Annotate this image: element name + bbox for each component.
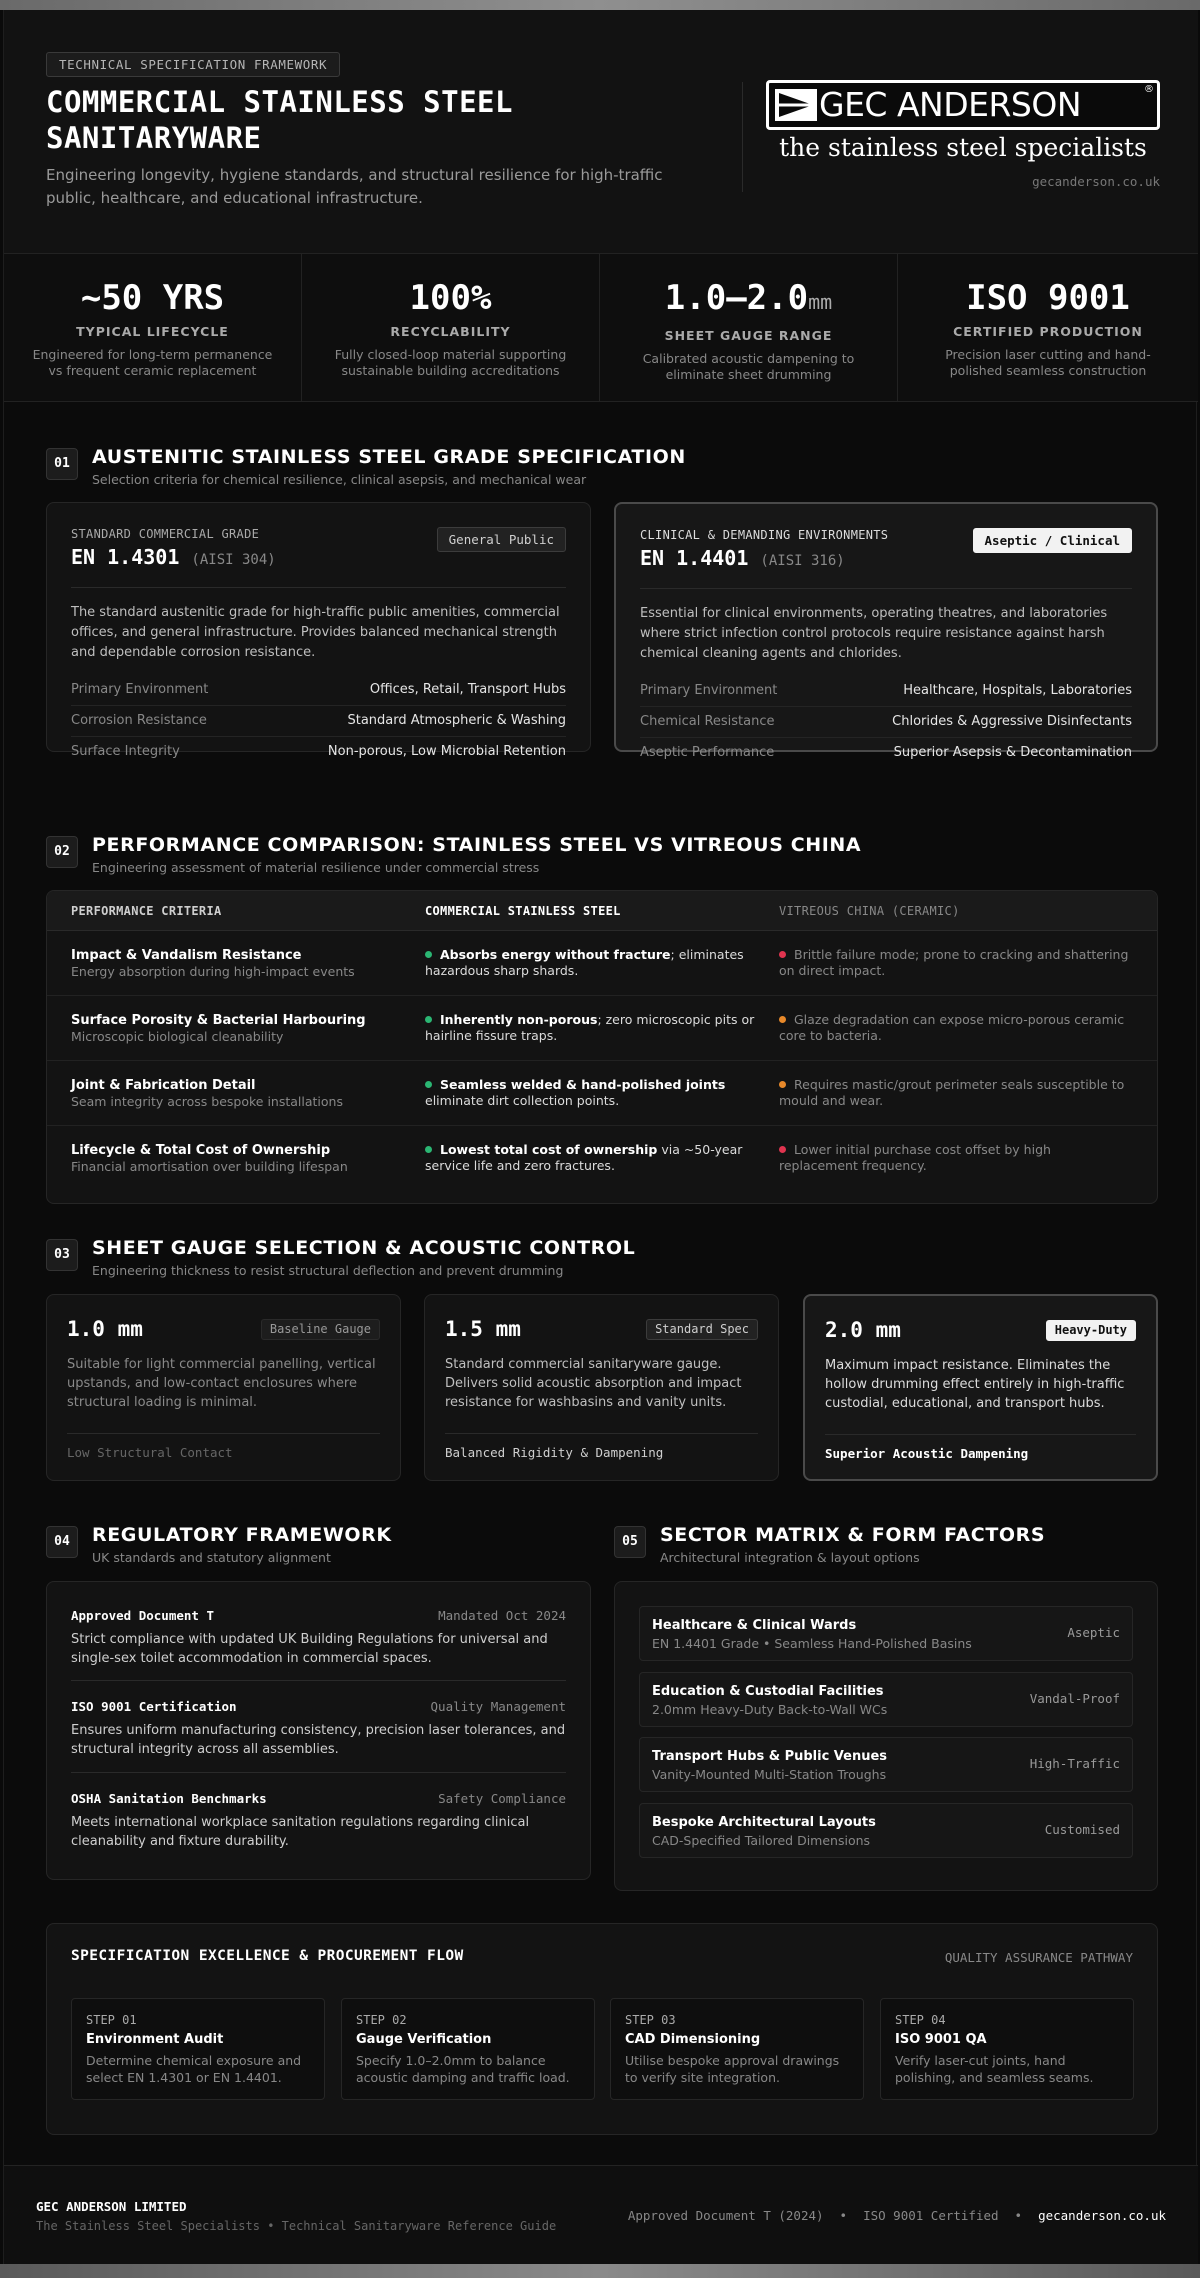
step-number: STEP 03 (625, 2013, 676, 2027)
steel-highlight: Seamless welded & hand-polished joints (440, 1077, 726, 1092)
spec-key: Chemical Resistance (640, 714, 775, 729)
steel-cell (425, 1012, 755, 1044)
reg-tag: Safety Compliance (438, 1791, 566, 1806)
card-divider (71, 587, 566, 588)
stat-value: ~50 YRS (80, 278, 225, 318)
criteria-sub: Energy absorption during high-impact events (71, 964, 355, 979)
china-cell (779, 1012, 1129, 1044)
gauge-divider (67, 1433, 380, 1434)
section-subtitle: Architectural integration & layout options (660, 1550, 920, 1565)
comparison-table (46, 890, 1158, 1204)
steel-cell (425, 947, 755, 979)
criteria-cell (71, 947, 401, 980)
stat-desc: Engineered for long-term permanence vs frequent ceramic replacement (32, 347, 273, 378)
gauge-card-1mm (46, 1294, 401, 1481)
stat-value: 1.0–2.0 (664, 278, 809, 318)
table-row (47, 996, 1157, 1061)
spec-row (71, 706, 566, 737)
grade-code (640, 546, 845, 570)
stat-desc: Fully closed-loop material supporting sustainable building accreditations (334, 347, 567, 378)
china-detail: Glaze degradation can expose micro-porous ceramic core to bacteria. (779, 1012, 1125, 1043)
reg-item-osha (71, 1791, 566, 1861)
status-dot-good (425, 1146, 432, 1153)
header-divider (742, 82, 743, 192)
grade-card-304 (46, 502, 591, 759)
sector-tag: High-Traffic (1029, 1756, 1120, 1771)
section-title: SHEET GAUGE SELECTION & ACOUSTIC CONTROL (92, 1237, 636, 1259)
gauge-desc: Standard commercial sanitaryware gauge. Delivers solid acoustic absorption and impact resistance for washbasins and vanity units. (445, 1357, 742, 1410)
sector-title: Transport Hubs & Public Venues (652, 1749, 888, 1764)
key-stats (4, 254, 1198, 402)
criteria-sub: Microscopic biological cleanability (71, 1029, 284, 1044)
spec-value: Offices, Retail, Transport Hubs (369, 682, 566, 697)
status-dot-warn (779, 1016, 786, 1023)
criteria-cell (71, 1142, 401, 1175)
reg-item-doc-t (71, 1608, 566, 1678)
stat-certification (898, 254, 1198, 402)
stat-value: ISO 9001 (966, 278, 1130, 318)
status-dot-good (425, 1081, 432, 1088)
stat-lifecycle (4, 254, 302, 402)
section-number: 02 (46, 836, 78, 868)
flow-tag: QUALITY ASSURANCE PATHWAY (944, 1950, 1133, 1965)
footer-site-link[interactable]: gecanderson.co.uk (1038, 2208, 1166, 2223)
step-title: CAD Dimensioning (625, 2032, 761, 2047)
page-title: COMMERCIAL STAINLESS STEEL SANITARYWARE (46, 85, 513, 155)
gauge-divider (825, 1434, 1136, 1435)
stat-label: SHEET GAUGE RANGE (664, 328, 833, 343)
table-row (47, 931, 1157, 996)
spec-key: Primary Environment (71, 682, 209, 697)
reg-title: ISO 9001 Certification (71, 1699, 237, 1714)
gauge-desc: Maximum impact resistance. Eliminates the hollow drumming effect entirely in high-traffic custodial, educational, and transport hubs. (825, 1358, 1125, 1411)
framework-tag: TECHNICAL SPECIFICATION FRAMEWORK (46, 52, 340, 77)
steel-detail: via ~50-year service life and zero fractures. (425, 1142, 743, 1173)
reg-divider (71, 1772, 566, 1773)
table-row (47, 1126, 1157, 1191)
table-row (47, 1061, 1157, 1126)
grade-aisi: (AISI 316) (760, 553, 845, 569)
gauge-divider (445, 1433, 758, 1434)
logo-wordmark: GEC ANDERSON (819, 85, 1082, 124)
step-title: ISO 9001 QA (895, 2032, 987, 2047)
footer-doc-t: Approved Document T (2024) (627, 2208, 824, 2223)
stat-desc: Calibrated acoustic dampening to eliminate sheet drumming (642, 351, 855, 382)
sector-sub: 2.0mm Heavy-Duty Back-to-Wall WCs (652, 1702, 888, 1717)
registered-mark: ® (1144, 84, 1154, 95)
grade-kicker: CLINICAL & DEMANDING ENVIRONMENTS (640, 528, 889, 542)
step-title: Environment Audit (86, 2032, 224, 2047)
criteria-title: Surface Porosity & Bacterial Harbouring (71, 1013, 366, 1028)
page-footer (4, 2165, 1198, 2264)
china-cell (779, 1077, 1129, 1109)
brand-logo (766, 80, 1160, 130)
stat-recyclability (302, 254, 600, 402)
section-number: 05 (614, 1526, 646, 1558)
footer-links (628, 2208, 1166, 2223)
grade-code (71, 545, 276, 569)
grade-desc: Essential for clinical environments, operating theatres, and laboratories where strict infection control protocols require resistance against harsh chemical cleaning agents and chlorides. (640, 606, 1108, 661)
china-detail: Requires mastic/grout perimeter seals susceptible to mould and wear. (779, 1077, 1125, 1108)
regulatory-card (46, 1581, 591, 1880)
sector-tag: Aseptic (1067, 1625, 1120, 1640)
sector-transport (639, 1737, 1133, 1792)
section-subtitle: Engineering thickness to resist structural deflection and prevent drumming (92, 1263, 564, 1278)
header-criteria: PERFORMANCE CRITERIA (71, 904, 222, 918)
steel-highlight: Inherently non-porous (440, 1012, 598, 1027)
reg-item-iso (71, 1699, 566, 1769)
bottom-accent-bar (0, 2264, 1200, 2278)
procurement-flow-card (46, 1923, 1158, 2135)
grade-en: EN 1.4401 (640, 546, 749, 570)
sector-bespoke (639, 1803, 1133, 1858)
spec-key: Corrosion Resistance (71, 713, 207, 728)
section-title: AUSTENITIC STAINLESS STEEL GRADE SPECIFICATION (92, 446, 686, 468)
status-dot-good (425, 1016, 432, 1023)
step-environment-audit (71, 1998, 325, 2100)
reg-desc: Meets international workplace sanitation regulations regarding clinical cleanability and fixture durability. (71, 1815, 530, 1849)
gauge-card-1-5mm (424, 1294, 779, 1481)
step-number: STEP 02 (356, 2013, 407, 2027)
step-desc: Determine chemical exposure and select EN 1.4301 or EN 1.4401. (86, 2053, 302, 2085)
spec-value: Healthcare, Hospitals, Laboratories (903, 683, 1132, 698)
steel-detail: eliminate dirt collection points. (425, 1093, 620, 1108)
section-number: 04 (46, 1526, 78, 1558)
brand-tagline: the stainless steel specialists (779, 133, 1147, 162)
footer-separator: • (839, 2208, 848, 2223)
section-subtitle: Selection criteria for chemical resilience, clinical asepsis, and mechanical wear (92, 472, 587, 487)
sector-healthcare (639, 1606, 1133, 1661)
step-desc: Specify 1.0–2.0mm to balance acoustic damping and traffic load. (356, 2053, 570, 2085)
sector-sub: EN 1.4401 Grade • Seamless Hand-Polished Basins (652, 1636, 972, 1651)
section-title: SECTOR MATRIX & FORM FACTORS (660, 1524, 1046, 1546)
gauge-desc: Suitable for light commercial panelling, vertical upstands, and low-contact enclosures where structural loading is minimal. (67, 1357, 376, 1410)
gauge-value: 1.5 mm (445, 1317, 521, 1341)
criteria-title: Joint & Fabrication Detail (71, 1078, 256, 1093)
footer-iso: ISO 9001 Certified (863, 2208, 999, 2223)
header-china: VITREOUS CHINA (CERAMIC) (779, 904, 960, 918)
gauge-value: 1.0 mm (67, 1317, 143, 1341)
grade-card-316 (614, 502, 1158, 760)
spec-row (640, 738, 1132, 769)
sector-tag: Customised (1044, 1822, 1120, 1837)
sector-matrix-card (614, 1581, 1158, 1891)
gauge-footer: Balanced Rigidity & Dampening (445, 1445, 664, 1460)
spec-row (71, 675, 566, 706)
spec-row (71, 737, 566, 768)
step-number: STEP 01 (86, 2013, 137, 2027)
section-subtitle: Engineering assessment of material resilience under commercial stress (92, 860, 540, 875)
spec-value: Chlorides & Aggressive Disinfectants (892, 714, 1132, 729)
china-detail: Brittle failure mode; prone to cracking and shattering on direct impact. (779, 947, 1129, 978)
section-subtitle: UK standards and statutory alignment (92, 1550, 331, 1565)
gauge-footer: Low Structural Contact (67, 1445, 233, 1460)
section-title: REGULATORY FRAMEWORK (92, 1524, 392, 1546)
reg-tag: Mandated Oct 2024 (438, 1608, 566, 1623)
china-detail: Lower initial purchase cost offset by high replacement frequency. (779, 1142, 1051, 1173)
step-title: Gauge Verification (356, 2032, 492, 2047)
stat-label: RECYCLABILITY (390, 324, 511, 339)
steel-cell (425, 1077, 755, 1109)
spec-value: Superior Asepsis & Decontamination (893, 745, 1132, 760)
sector-education (639, 1672, 1133, 1727)
criteria-cell (71, 1077, 401, 1110)
spec-row (640, 707, 1132, 738)
stat-value: 100% (409, 278, 492, 318)
criteria-sub: Financial amortisation over building lifespan (71, 1159, 348, 1174)
step-number: STEP 04 (895, 2013, 946, 2027)
reg-desc: Strict compliance with updated UK Building Regulations for universal and single-sex toilet accommodation in commercial spaces. (71, 1632, 548, 1666)
steel-highlight: Absorbs energy without fracture (440, 947, 671, 962)
reg-title: Approved Document T (71, 1608, 214, 1623)
sector-sub: CAD-Specified Tailored Dimensions (652, 1833, 871, 1848)
gauge-badge: Baseline Gauge (261, 1319, 380, 1340)
section-number: 01 (46, 448, 78, 480)
step-desc: Verify laser-cut joints, hand polishing, and seamless seams. (895, 2053, 1094, 2085)
header-site-link[interactable]: gecanderson.co.uk (1032, 174, 1160, 189)
card-divider (640, 588, 1132, 589)
sector-tag: Vandal-Proof (1029, 1691, 1120, 1706)
step-cad-dimensioning (610, 1998, 864, 2100)
gauge-card-2mm (803, 1294, 1158, 1481)
steel-cell (425, 1142, 755, 1174)
top-accent-bar (0, 0, 1200, 10)
footer-subtitle: The Stainless Steel Specialists • Technical Sanitaryware Reference Guide (36, 2219, 557, 2233)
criteria-sub: Seam integrity across bespoke installations (71, 1094, 343, 1109)
flow-title: SPECIFICATION EXCELLENCE & PROCUREMENT FLOW (71, 1948, 464, 1964)
stat-unit: mm (808, 290, 833, 314)
header-steel: COMMERCIAL STAINLESS STEEL (425, 904, 621, 918)
stat-desc: Precision laser cutting and hand-polished seamless construction (945, 347, 1151, 378)
reg-desc: Ensures uniform manufacturing consistency, precision laser tolerances, and structural integrity across all assemblies. (71, 1723, 566, 1757)
spec-row (640, 676, 1132, 707)
china-cell (779, 1142, 1129, 1174)
china-cell (779, 947, 1129, 979)
spec-key: Surface Integrity (71, 744, 180, 759)
gauge-footer: Superior Acoustic Dampening (825, 1446, 1029, 1461)
section-title: PERFORMANCE COMPARISON: STAINLESS STEEL VS VITREOUS CHINA (92, 834, 862, 856)
status-dot-warn (779, 1146, 786, 1153)
criteria-title: Lifecycle & Total Cost of Ownership (71, 1143, 331, 1158)
status-dot-warn (779, 1081, 786, 1088)
steel-detail: ; eliminates hazardous sharp shards. (425, 947, 744, 978)
steel-detail: ; zero microscopic pits or hairline fissure traps. (425, 1012, 755, 1043)
status-dot-warn (779, 951, 786, 958)
grade-aisi: (AISI 304) (191, 552, 276, 568)
spec-key: Primary Environment (640, 683, 778, 698)
section-number: 03 (46, 1239, 78, 1271)
stat-label: TYPICAL LIFECYCLE (76, 324, 229, 339)
audience-badge: General Public (437, 527, 566, 552)
page-frame (3, 10, 1197, 2264)
page-header (4, 10, 1198, 254)
status-dot-good (425, 951, 432, 958)
page-lede: Engineering longevity, hygiene standards, and structural resilience for high-traffic public, healthcare, and educational infrastructure. (46, 166, 663, 207)
step-desc: Utilise bespoke approval drawings to verify site integration. (625, 2053, 840, 2085)
gauge-badge: Standard Spec (646, 1319, 758, 1340)
grade-en: EN 1.4301 (71, 545, 180, 569)
criteria-title: Impact & Vandalism Resistance (71, 948, 302, 963)
stat-gauge-range (600, 254, 898, 402)
spec-value: Non-porous, Low Microbial Retention (327, 744, 566, 759)
sector-title: Healthcare & Clinical Wards (652, 1618, 857, 1633)
sector-sub: Vanity-Mounted Multi-Station Troughs (652, 1767, 887, 1782)
spec-value: Standard Atmospheric & Washing (347, 713, 566, 728)
sector-title: Education & Custodial Facilities (652, 1684, 884, 1699)
gauge-badge: Heavy-Duty (1046, 1320, 1136, 1341)
table-header (47, 891, 1157, 931)
gauge-value: 2.0 mm (825, 1318, 901, 1342)
reg-title: OSHA Sanitation Benchmarks (71, 1791, 267, 1806)
step-gauge-verification (341, 1998, 595, 2100)
grade-kicker: STANDARD COMMERCIAL GRADE (71, 527, 260, 541)
reg-divider (71, 1680, 566, 1681)
stat-label: CERTIFIED PRODUCTION (953, 324, 1143, 339)
footer-company: GEC ANDERSON LIMITED (36, 2199, 187, 2214)
spec-key: Aseptic Performance (640, 745, 775, 760)
audience-badge: Aseptic / Clinical (973, 528, 1132, 553)
reg-tag: Quality Management (430, 1699, 566, 1714)
sector-title: Bespoke Architectural Layouts (652, 1815, 876, 1830)
criteria-cell (71, 1012, 401, 1045)
step-iso-qa (880, 1998, 1134, 2100)
logo-mark-icon (775, 89, 817, 121)
footer-separator: • (1014, 2208, 1023, 2223)
steel-highlight: Lowest total cost of ownership (440, 1142, 658, 1157)
grade-desc: The standard austenitic grade for high-traffic public amenities, commercial offices, and general infrastructure. Provides balanced mechanical strength and dependable corrosion resistance. (71, 605, 560, 660)
